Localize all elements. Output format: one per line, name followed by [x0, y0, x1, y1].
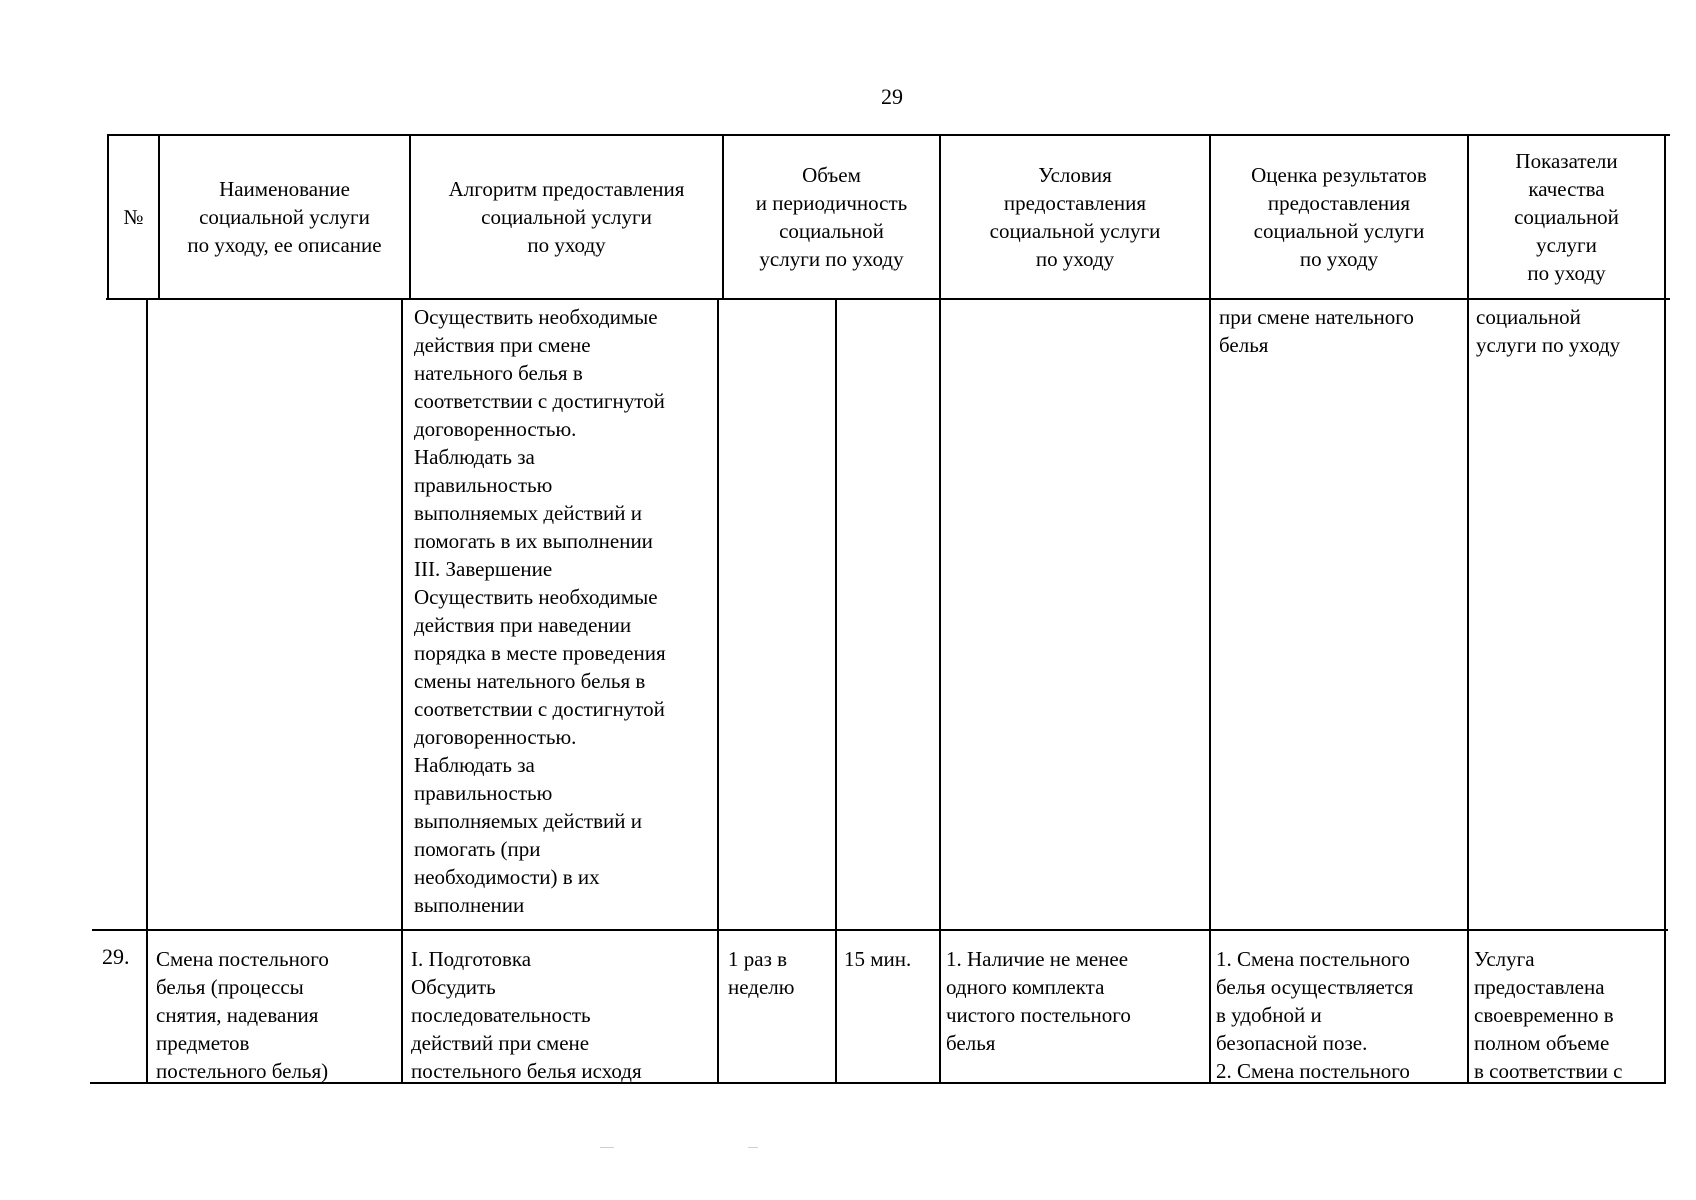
header-bottom-border — [106, 298, 1670, 300]
scan-speck — [600, 1147, 614, 1148]
column-border-name-algorithm-body — [401, 298, 403, 1084]
header-service-name: Наименование социальной услуги по уходу, ее описание — [187, 177, 382, 257]
header-volume-frequency: Объем и периодичность социальной услуги по уходу — [755, 163, 908, 271]
row-29-service-name: Смена постельного белья (процессы снятия, надевания предметов постельного белья) — [156, 947, 329, 1083]
row-29-number: 29. — [102, 944, 130, 969]
header-algorithm: Алгоритм предоставления социальной услуги по уходу — [448, 177, 685, 257]
row-29-quality: Услуга предоставлена своевременно в полном объеме в соответствии с — [1474, 947, 1623, 1083]
column-border-right — [1664, 134, 1666, 1084]
column-border-volume-split — [835, 298, 837, 1084]
column-border-algorithm-volume-body — [717, 298, 719, 1084]
continued-evaluation-cell: при смене нательного белья — [1219, 305, 1414, 357]
continued-algorithm-cell: Осуществить необходимые действия при смене нательного белья в соответствии с достигнутой договоренностью. Наблюдать за правильностью выполняемых действий и помогать в их выполнении III. Завершение Осуществить необходимые действия при наведении порядка в месте проведения смены нательного белья в соответствии с достигнутой договоренностью. Наблюдать за правильностью выполняемых действий и помогать (при необходимости) в их выполнении — [414, 305, 666, 917]
column-border-num-name — [146, 298, 148, 1084]
header-evaluation: Оценка результатов предоставления социальной услуги по уходу — [1251, 163, 1427, 271]
header-quality: Показатели качества социальной услуги по уходу — [1514, 149, 1619, 285]
continued-quality-cell: социальной услуги по уходу — [1476, 305, 1621, 357]
row-divider — [92, 929, 1668, 931]
row-29-frequency: 1 раз в неделю — [728, 947, 795, 999]
row-29-algorithm: I. Подготовка Обсудить последовательность действий при смене постельного белья исходя — [411, 947, 642, 1083]
row-29-evaluation: 1. Смена постельного белья осуществляется в удобной и безопасной позе. 2. Смена постельного — [1216, 947, 1414, 1083]
page-number: 29 — [881, 84, 903, 109]
row-29-duration: 15 мин. — [844, 947, 912, 971]
header-conditions: Условия предоставления социальной услуги по уходу — [989, 163, 1161, 271]
row-29-conditions: 1. Наличие не менее одного комплекта чистого постельного белья — [946, 947, 1131, 1055]
header-number: № — [123, 205, 144, 229]
scan-speck — [748, 1147, 758, 1148]
